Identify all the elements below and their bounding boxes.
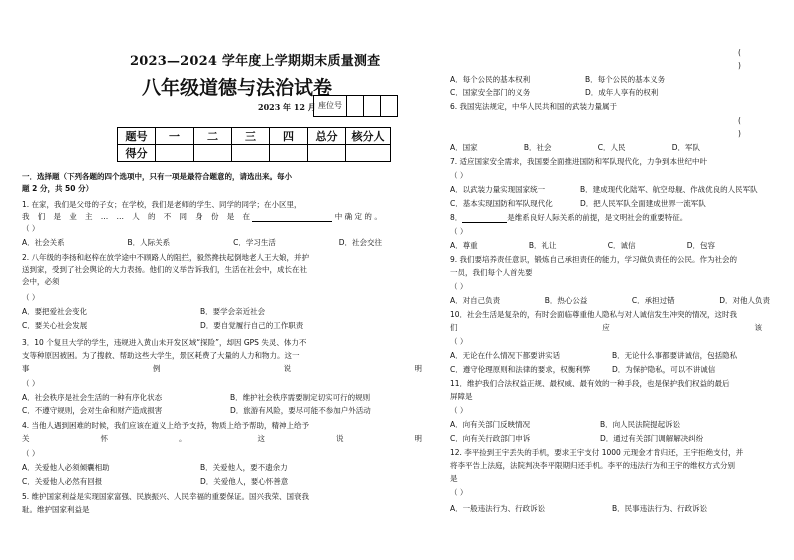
option[interactable]: C．国家安全部门的义务 <box>450 88 531 97</box>
score-header: 核分人 <box>346 128 391 145</box>
question-8 <box>450 212 687 223</box>
seat-number-box <box>313 95 398 117</box>
score-cell <box>156 145 194 162</box>
text: 在 <box>242 212 250 221</box>
answer-paren: （ ） <box>450 337 468 346</box>
options-6 <box>450 142 700 153</box>
score-header: 三 <box>232 128 270 145</box>
seat-label: 座位号 <box>314 96 347 116</box>
score-cell <box>270 145 308 162</box>
option[interactable]: A．国家 <box>450 143 478 152</box>
text: 关 <box>22 434 30 443</box>
question-6: 6. 我国宪法规定，中华人民共和国的武装力量属于 <box>450 102 618 111</box>
question-10 <box>450 322 762 333</box>
exam-date: 2023 年 12 月 <box>258 102 316 112</box>
option[interactable]: C．关爱他人必然有回报 <box>22 477 103 486</box>
answer-paren: （ ） <box>22 224 40 233</box>
question-5: 5. 维护国家利益是实现国家富强、民族振兴、人民幸福的重要保证。国兴我荣、国衰我 <box>22 492 310 501</box>
score-header: 一 <box>156 128 194 145</box>
answer-paren: （ ） <box>22 379 40 388</box>
answer-paren: （ ） <box>450 171 468 180</box>
option[interactable]: C．向有关行政部门申诉 <box>450 434 531 443</box>
question-2: 送到家，受到了社会舆论的大力表扬。他们的义举告诉我们，生活在社会中，成长在社 <box>22 265 307 274</box>
options-8 <box>450 240 715 251</box>
question-3 <box>22 363 422 374</box>
text: 业 <box>69 212 77 221</box>
question-number: 8． <box>450 213 463 222</box>
option[interactable]: D．包容 <box>686 241 715 250</box>
option[interactable]: C．遵守伦理原则和法律的要求，权衡利弊 <box>450 365 591 374</box>
option[interactable]: A．一般违法行为、行政诉讼 <box>450 504 546 513</box>
option[interactable]: A．要把爱社会变化 <box>22 307 88 316</box>
text: 说 <box>336 434 344 443</box>
text: 们 <box>450 323 458 332</box>
option[interactable]: D．要自觉履行自己的工作职责 <box>200 321 304 330</box>
question-11: 屏障是 <box>450 392 473 401</box>
question-2: 会中，必须 <box>22 277 60 286</box>
answer-paren: （ ） <box>450 227 468 236</box>
question-11: 11．维护我们合法权益正规、最权威、最有效的一种手段，也是保护我们权益的最后 <box>450 379 730 388</box>
option[interactable]: B．社会 <box>523 143 552 152</box>
question-3: 3．10 个复旦大学的学生，违规进入黄山未开发区域“探险”，却因 GPS 失灵、体力不 <box>22 338 307 347</box>
text: 说 <box>283 364 292 373</box>
score-cell <box>194 145 232 162</box>
question-9: 一员，我们每个人首先要 <box>450 268 533 277</box>
score-cell <box>308 145 346 162</box>
text: 怀 <box>100 434 108 443</box>
option[interactable]: D．军队 <box>671 143 700 152</box>
option[interactable]: A．以武装力量实现国家统一 <box>450 185 546 194</box>
answer-paren: ( <box>738 48 741 57</box>
option[interactable]: D．成年人享有的权利 <box>585 88 659 97</box>
option[interactable]: D．为保护隐私，可以不讲诚信 <box>612 365 716 374</box>
seat-cell <box>364 96 381 116</box>
option[interactable]: C．要关心社会发展 <box>22 321 88 330</box>
option[interactable]: A．无论在什么情况下都要讲实话 <box>450 351 561 360</box>
text: 该 <box>754 323 762 332</box>
option[interactable]: A．关爱他人必须倾囊相助 <box>22 463 110 472</box>
option[interactable]: D．对他人负责 <box>719 296 770 305</box>
question-7: 7. 适应国家安全需求，我国要全面推进国防和军队现代化，力争到本世纪中叶 <box>450 157 708 166</box>
option[interactable]: B．维护社会秩序需要制定切实可行的规则 <box>230 393 371 402</box>
text: … <box>100 212 109 221</box>
option[interactable]: C．承担过错 <box>631 296 675 305</box>
question-9: 9. 我们要培养责任意识，锻炼自己承担责任的能力，学习做负责任的公民。作为社会的 <box>450 255 738 264</box>
option[interactable]: C．人民 <box>597 143 626 152</box>
question-4: 4. 当他人遇到困难的时候，我们应该在道义上给予支持，物质上给予帮助，精神上给予 <box>22 421 310 430</box>
question-3: 支等种原因被困。为了搜救、帮助这些大学生，景区耗费了大量的人力和物力。这一 <box>22 351 300 360</box>
answer-paren: ) <box>738 61 741 70</box>
option[interactable]: B．人际关系 <box>127 238 171 247</box>
option[interactable]: B．关爱他人，要不遗余力 <box>200 463 288 472</box>
text: 人 <box>132 212 140 221</box>
text: … <box>116 212 124 221</box>
answer-paren: （ ） <box>22 293 40 302</box>
question-10: 10．社会生活是复杂的，有时会面临尊重他人隐私与对人诚信发生冲突的情况，这时我 <box>450 310 738 319</box>
text: 的 <box>148 212 156 221</box>
option[interactable]: B．要学会亲近社会 <box>200 307 266 316</box>
text: 是 <box>53 212 61 221</box>
question-1-line <box>22 211 382 222</box>
option[interactable]: A．向有关部门反映情况 <box>450 420 531 429</box>
text: 是 <box>226 212 235 221</box>
option[interactable]: B．每个公民的基本义务 <box>585 75 666 84</box>
score-header: 总分 <box>308 128 346 145</box>
question-12: 将李平告上法庭，法院判决李平限期归还手机。李平的违法行为和王宇的维权方式分别 <box>450 461 735 470</box>
text: 我 <box>22 212 30 221</box>
text: 这 <box>257 434 265 443</box>
text: 是维系良好人际关系的前提，是文明社会的重要特征。 <box>507 213 688 222</box>
option[interactable]: B．热心公益 <box>544 296 588 305</box>
question-12: 12. 李平捡到王宇丢失的手机，要求王宇支付 1000 元现金才肯归还，王宇拒绝支付，并 <box>450 448 744 457</box>
options-1 <box>22 237 382 248</box>
question-2: 2. 八年级的李扬和赵梓在放学途中不顾路人的阻拦，毅然搀扶起倒地老人王大娘，并护 <box>22 253 310 262</box>
option[interactable]: D．把人民军队全面建成世界一流军队 <box>580 199 706 208</box>
option[interactable]: D．通过有关部门调解解决纠纷 <box>600 434 704 443</box>
answer-paren: ) <box>738 129 741 138</box>
option[interactable]: A．对自己负责 <box>450 296 501 305</box>
text: 主 <box>85 212 93 221</box>
exam-period: 2023—2024 学年度上学期期末质量测查 <box>130 54 381 69</box>
text: 明 <box>414 434 422 443</box>
option[interactable]: B．建成现代化陆军、航空母舰、作战优良的人民军队 <box>580 185 758 194</box>
answer-paren: （ ） <box>22 449 40 458</box>
section-intro: 一．选择题（下列各题的四个选项中，只有一项是最符合题意的，请选出来。每小 <box>22 172 292 181</box>
question-5: 耻。维护国家利益是 <box>22 505 90 514</box>
text: 份 <box>211 212 219 221</box>
option[interactable]: C．基本实现国防和军队现代化 <box>450 199 553 208</box>
option[interactable]: B．礼让 <box>528 241 557 250</box>
option[interactable]: A．社会秩序是社会生活的一种有序化状态 <box>22 393 163 402</box>
text: 们 <box>37 212 46 221</box>
question-4 <box>22 433 422 444</box>
seat-cell <box>347 96 364 116</box>
score-cell <box>232 145 270 162</box>
answer-blank[interactable] <box>462 214 507 223</box>
option[interactable]: A．社会关系 <box>22 238 65 247</box>
option[interactable]: D．旅游有风险，要尽可能不参加户外活动 <box>230 406 371 415</box>
options-9 <box>450 295 770 306</box>
option[interactable]: A．每个公民的基本权利 <box>450 75 531 84</box>
option[interactable]: D．社会交往 <box>338 238 382 247</box>
question-12: 是 <box>450 474 458 483</box>
answer-paren: （ ） <box>450 282 468 291</box>
score-header: 题号 <box>118 128 156 145</box>
score-header: 四 <box>270 128 308 145</box>
answer-paren: （ ） <box>450 406 468 415</box>
text: 明 <box>414 364 422 373</box>
seat-cell <box>381 96 397 116</box>
option[interactable]: A．尊重 <box>450 241 478 250</box>
text: 事 <box>22 364 30 373</box>
text: 身 <box>195 212 203 221</box>
question-1: 1. 在家，我们是父母的子女；在学校，我们是老师的学生、同学的同学；在小区里， <box>22 200 302 209</box>
answer-blank[interactable] <box>252 213 332 222</box>
section-intro: 题 2 分，共 50 分） <box>22 184 94 193</box>
option[interactable]: B．民事违法行为、行政诉讼 <box>612 504 708 513</box>
exam-title: 八年级道德与法治试卷 <box>142 77 333 99</box>
option[interactable]: C．诚信 <box>607 241 636 250</box>
option[interactable]: B．无论什么事都要讲诚信，包括隐私 <box>612 351 738 360</box>
text: 应 <box>602 323 610 332</box>
text: 中 确 定 的 。 <box>334 212 382 221</box>
option[interactable]: B．向人民法院提起诉讼 <box>600 420 681 429</box>
text: 。 <box>179 434 187 443</box>
score-row-label: 得分 <box>118 145 156 162</box>
option[interactable]: C．不遵守规则，会对生命和财产造成损害 <box>22 406 163 415</box>
option[interactable]: D．关爱他人，要心怀善意 <box>200 477 289 486</box>
text: 同 <box>179 212 187 221</box>
score-cell <box>346 145 391 162</box>
answer-paren: ( <box>738 116 741 125</box>
text: 不 <box>163 212 172 221</box>
text: 例 <box>152 364 161 373</box>
option[interactable]: C．学习生活 <box>233 238 276 247</box>
score-header: 二 <box>194 128 232 145</box>
answer-paren: （ ） <box>450 488 468 497</box>
score-table <box>117 127 391 162</box>
